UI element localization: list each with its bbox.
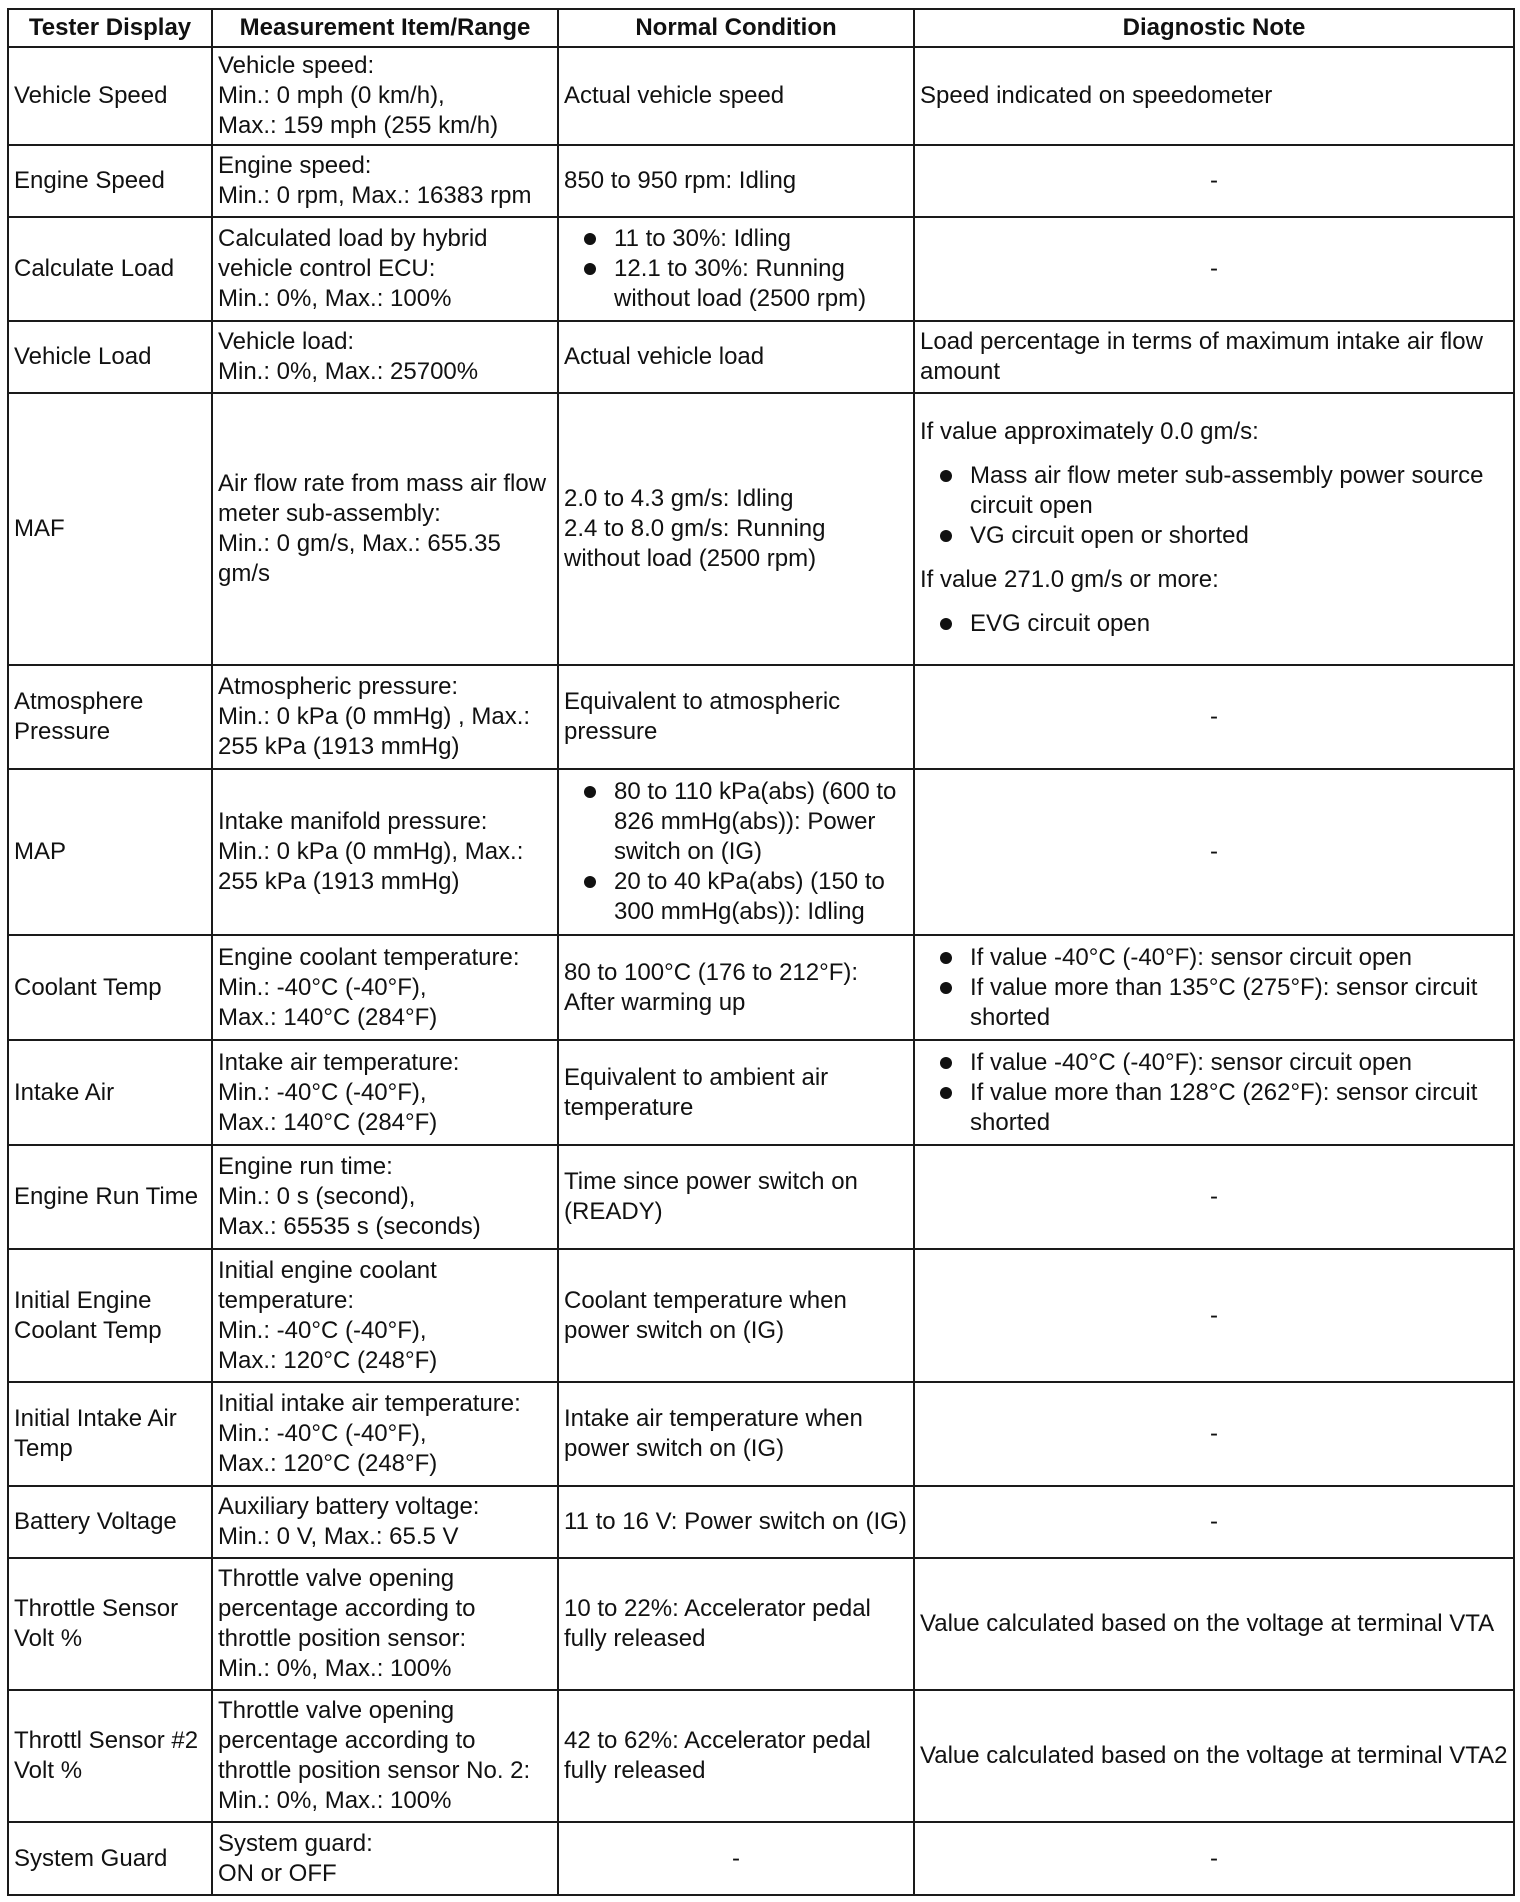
diagnostic-note-cell: - [914, 665, 1514, 769]
table-row [8, 769, 1514, 935]
tester-display-cell: Throttl Sensor #2 Volt % [8, 1690, 212, 1822]
measurement-line: Min.: -40°C (-40°F), [218, 1316, 427, 1344]
measurement-cell [212, 1822, 558, 1895]
table-header-row [8, 9, 1514, 47]
measurement-line: Min.: 0%, Max.: 100% [218, 1655, 452, 1682]
bullet-item: VG circuit open or shorted [920, 521, 1508, 551]
tester-display-cell: Vehicle Speed [8, 47, 212, 145]
diagnostic-note-bullet-list [920, 1048, 1508, 1138]
normal-condition-text: Intake air temperature when power switch on (IG) [564, 1405, 863, 1462]
normal-condition-cell [558, 1558, 914, 1690]
bullet-item: If value -40°C (-40°F): sensor circuit open [920, 1048, 1508, 1078]
measurement-line: Min.: 0 s (second), [218, 1183, 416, 1210]
table-row [8, 217, 1514, 321]
diagnostic-note-condition: If value 271.0 gm/s or more: [920, 566, 1219, 593]
table-row [8, 1486, 1514, 1558]
normal-condition-cell [558, 47, 914, 145]
measurement-line: Min.: 0 kPa (0 mmHg), Max.: 255 kPa (1913 mmHg) [218, 838, 524, 895]
normal-condition-cell [558, 321, 914, 393]
diagnostic-note-cell [914, 321, 1514, 393]
tester-display-cell: MAF [8, 393, 212, 665]
measurement-cell [212, 217, 558, 321]
diagnostic-note-cell: - [914, 769, 1514, 935]
normal-condition-text: Actual vehicle speed [564, 82, 785, 109]
data-list-table [7, 8, 1515, 1896]
normal-condition-cell [558, 769, 914, 935]
bullet-item: Mass air flow meter sub-assembly power source circuit open [920, 461, 1508, 521]
diagnostic-note-cell [914, 1558, 1514, 1690]
normal-condition-cell: - [558, 1822, 914, 1895]
diagnostic-note-text: Value calculated based on the voltage at terminal VTA [920, 1610, 1495, 1637]
table-row [8, 393, 1514, 665]
normal-condition-text: 2.0 to 4.3 gm/s: Idling [564, 485, 794, 512]
measurement-line: Engine coolant temperature: [218, 943, 520, 971]
header-diagnostic-note: Diagnostic Note [914, 9, 1514, 47]
table-row [8, 1690, 1514, 1822]
normal-condition-cell [558, 1249, 914, 1382]
bullet-item: EVG circuit open [920, 609, 1508, 639]
normal-condition-text: Equivalent to atmospheric pressure [564, 688, 841, 745]
measurement-line: Min.: 0%, Max.: 100% [218, 285, 452, 312]
measurement-line: Throttle valve opening percentage according to throttle position sensor No. 2: [218, 1697, 531, 1784]
normal-condition-cell [558, 145, 914, 217]
tester-display-cell: System Guard [8, 1822, 212, 1895]
diagnostic-note-cell: - [914, 1486, 1514, 1558]
measurement-line: Initial intake air temperature: [218, 1390, 521, 1417]
normal-condition-cell [558, 935, 914, 1040]
measurement-line: Min.: -40°C (-40°F), [218, 973, 427, 1001]
normal-condition-text: 11 to 16 V: Power switch on (IG) [564, 1508, 907, 1535]
diagnostic-note-cell [914, 47, 1514, 145]
measurement-line: Max.: 140°C (284°F) [218, 1003, 438, 1031]
normal-condition-cell [558, 1040, 914, 1145]
diagnostic-note-bullet-list [920, 609, 1508, 639]
diagnostic-note-cell [914, 1690, 1514, 1822]
measurement-line: Min.: 0 gm/s, Max.: 655.35 gm/s [218, 530, 501, 587]
normal-condition-text: Coolant temperature when power switch on (IG) [564, 1286, 847, 1344]
measurement-line: Max.: 159 mph (255 km/h) [218, 112, 499, 139]
measurement-cell [212, 145, 558, 217]
measurement-cell [212, 393, 558, 665]
table-row [8, 1040, 1514, 1145]
measurement-line: Vehicle speed: [218, 52, 375, 79]
measurement-line: Air flow rate from mass air flow meter sub-assembly: [218, 470, 547, 527]
measurement-cell [212, 1486, 558, 1558]
bullet-item: If value more than 135°C (275°F): sensor circuit shorted [920, 973, 1508, 1033]
diagnostic-note-bullet-list [920, 943, 1508, 1033]
tester-display-cell: Calculate Load [8, 217, 212, 321]
diagnostic-note-text: Load percentage in terms of maximum intake air flow amount [920, 328, 1483, 385]
measurement-line: Max.: 120°C (248°F) [218, 1450, 438, 1477]
normal-condition-text: 80 to 100°C (176 to 212°F): After warming up [564, 958, 859, 1016]
measurement-line: Min.: 0 mph (0 km/h), [218, 82, 445, 109]
bullet-item: 80 to 110 kPa(abs) (600 to 826 mmHg(abs)): Power switch on (IG) [564, 777, 908, 867]
normal-condition-text: 10 to 22%: Accelerator pedal fully released [564, 1595, 871, 1652]
tester-display-cell: Engine Speed [8, 145, 212, 217]
bullet-item: If value more than 128°C (262°F): sensor circuit shorted [920, 1078, 1508, 1138]
measurement-line: Min.: -40°C (-40°F), [218, 1420, 427, 1447]
measurement-line: Vehicle load: [218, 328, 355, 355]
diagnostic-note-cell [914, 393, 1514, 665]
table-row [8, 47, 1514, 145]
measurement-line: Initial engine coolant temperature: [218, 1256, 437, 1314]
measurement-line: Min.: 0 kPa (0 mmHg) , Max.: 255 kPa (1913 mmHg) [218, 703, 531, 760]
measurement-line: Atmospheric pressure: [218, 673, 459, 700]
measurement-cell [212, 665, 558, 769]
measurement-line: ON or OFF [218, 1859, 337, 1887]
measurement-line: Min.: 0 rpm, Max.: 16383 rpm [218, 182, 532, 209]
normal-condition-cell [558, 1382, 914, 1486]
measurement-line: Auxiliary battery voltage: [218, 1493, 480, 1520]
normal-condition-text: Actual vehicle load [564, 343, 765, 370]
normal-condition-text: 2.4 to 8.0 gm/s: Running without load (2500 rpm) [564, 515, 826, 572]
measurement-cell [212, 1145, 558, 1249]
measurement-line: Min.: 0 V, Max.: 65.5 V [218, 1523, 459, 1550]
bullet-item: 11 to 30%: Idling [564, 224, 908, 254]
measurement-cell [212, 1558, 558, 1690]
tester-display-cell: Initial Engine Coolant Temp [8, 1249, 212, 1382]
table-row [8, 665, 1514, 769]
table-row [8, 1822, 1514, 1895]
measurement-line: Intake air temperature: [218, 1048, 460, 1076]
tester-display-cell: Throttle Sensor Volt % [8, 1558, 212, 1690]
diagnostic-note-cell [914, 935, 1514, 1040]
diagnostic-note-text: Speed indicated on speedometer [920, 82, 1273, 109]
tester-display-cell: Engine Run Time [8, 1145, 212, 1249]
measurement-cell [212, 1249, 558, 1382]
tester-display-cell: Atmosphere Pressure [8, 665, 212, 769]
bullet-item: 20 to 40 kPa(abs) (150 to 300 mmHg(abs)): Idling [564, 867, 908, 927]
header-normal-condition: Normal Condition [558, 9, 914, 47]
table-row [8, 1249, 1514, 1382]
diagnostic-note-text: Value calculated based on the voltage at terminal VTA2 [920, 1742, 1508, 1769]
diagnostic-note-cell: - [914, 1822, 1514, 1895]
tester-display-cell: Vehicle Load [8, 321, 212, 393]
measurement-line: Max.: 120°C (248°F) [218, 1346, 438, 1374]
data-list-table-container [7, 8, 1513, 1896]
measurement-line: Throttle valve opening percentage according to throttle position sensor: [218, 1565, 476, 1652]
measurement-line: Min.: 0%, Max.: 100% [218, 1787, 452, 1814]
measurement-cell [212, 1040, 558, 1145]
diagnostic-note-bullet-list [920, 461, 1508, 551]
bullet-item: 12.1 to 30%: Running without load (2500 rpm) [564, 254, 908, 314]
normal-condition-cell [558, 1145, 914, 1249]
normal-condition-text: Equivalent to ambient air temperature [564, 1063, 829, 1121]
measurement-line: vehicle control ECU: [218, 255, 436, 282]
measurement-line: Calculated load by hybrid [218, 225, 488, 252]
diagnostic-note-cell: - [914, 1382, 1514, 1486]
normal-condition-cell [558, 393, 914, 665]
table-row [8, 935, 1514, 1040]
measurement-line: Intake manifold pressure: [218, 808, 488, 835]
normal-condition-bullet-list [564, 777, 908, 927]
tester-display-cell: MAP [8, 769, 212, 935]
measurement-cell [212, 1382, 558, 1486]
measurement-line: System guard: [218, 1829, 373, 1857]
normal-condition-text: 850 to 950 rpm: Idling [564, 167, 797, 194]
tester-display-cell: Coolant Temp [8, 935, 212, 1040]
measurement-line: Min.: 0%, Max.: 25700% [218, 358, 479, 385]
measurement-line: Engine speed: [218, 152, 372, 179]
bullet-item: If value -40°C (-40°F): sensor circuit open [920, 943, 1508, 973]
table-row [8, 1558, 1514, 1690]
diagnostic-note-cell [914, 1040, 1514, 1145]
measurement-cell [212, 321, 558, 393]
diagnostic-note-condition: If value approximately 0.0 gm/s: [920, 418, 1259, 445]
table-row [8, 1145, 1514, 1249]
measurement-cell [212, 1690, 558, 1822]
tester-display-cell: Intake Air [8, 1040, 212, 1145]
diagnostic-note-cell: - [914, 1249, 1514, 1382]
normal-condition-text: Time since power switch on (READY) [564, 1168, 858, 1225]
measurement-cell [212, 935, 558, 1040]
diagnostic-note-cell: - [914, 217, 1514, 321]
header-tester-display: Tester Display [8, 9, 212, 47]
normal-condition-bullet-list [564, 224, 908, 314]
measurement-line: Engine run time: [218, 1153, 393, 1180]
diagnostic-note-cell: - [914, 145, 1514, 217]
measurement-line: Max.: 65535 s (seconds) [218, 1213, 481, 1240]
normal-condition-cell [558, 1690, 914, 1822]
header-measurement-item: Measurement Item/Range [212, 9, 558, 47]
tester-display-cell: Initial Intake Air Temp [8, 1382, 212, 1486]
table-row [8, 321, 1514, 393]
normal-condition-cell [558, 1486, 914, 1558]
diagnostic-note-cell: - [914, 1145, 1514, 1249]
measurement-cell [212, 47, 558, 145]
measurement-cell [212, 769, 558, 935]
normal-condition-text: 42 to 62%: Accelerator pedal fully released [564, 1727, 871, 1784]
normal-condition-cell [558, 217, 914, 321]
measurement-line: Max.: 140°C (284°F) [218, 1108, 438, 1136]
normal-condition-cell [558, 665, 914, 769]
tester-display-cell: Battery Voltage [8, 1486, 212, 1558]
table-row [8, 1382, 1514, 1486]
table-row [8, 145, 1514, 217]
measurement-line: Min.: -40°C (-40°F), [218, 1078, 427, 1106]
